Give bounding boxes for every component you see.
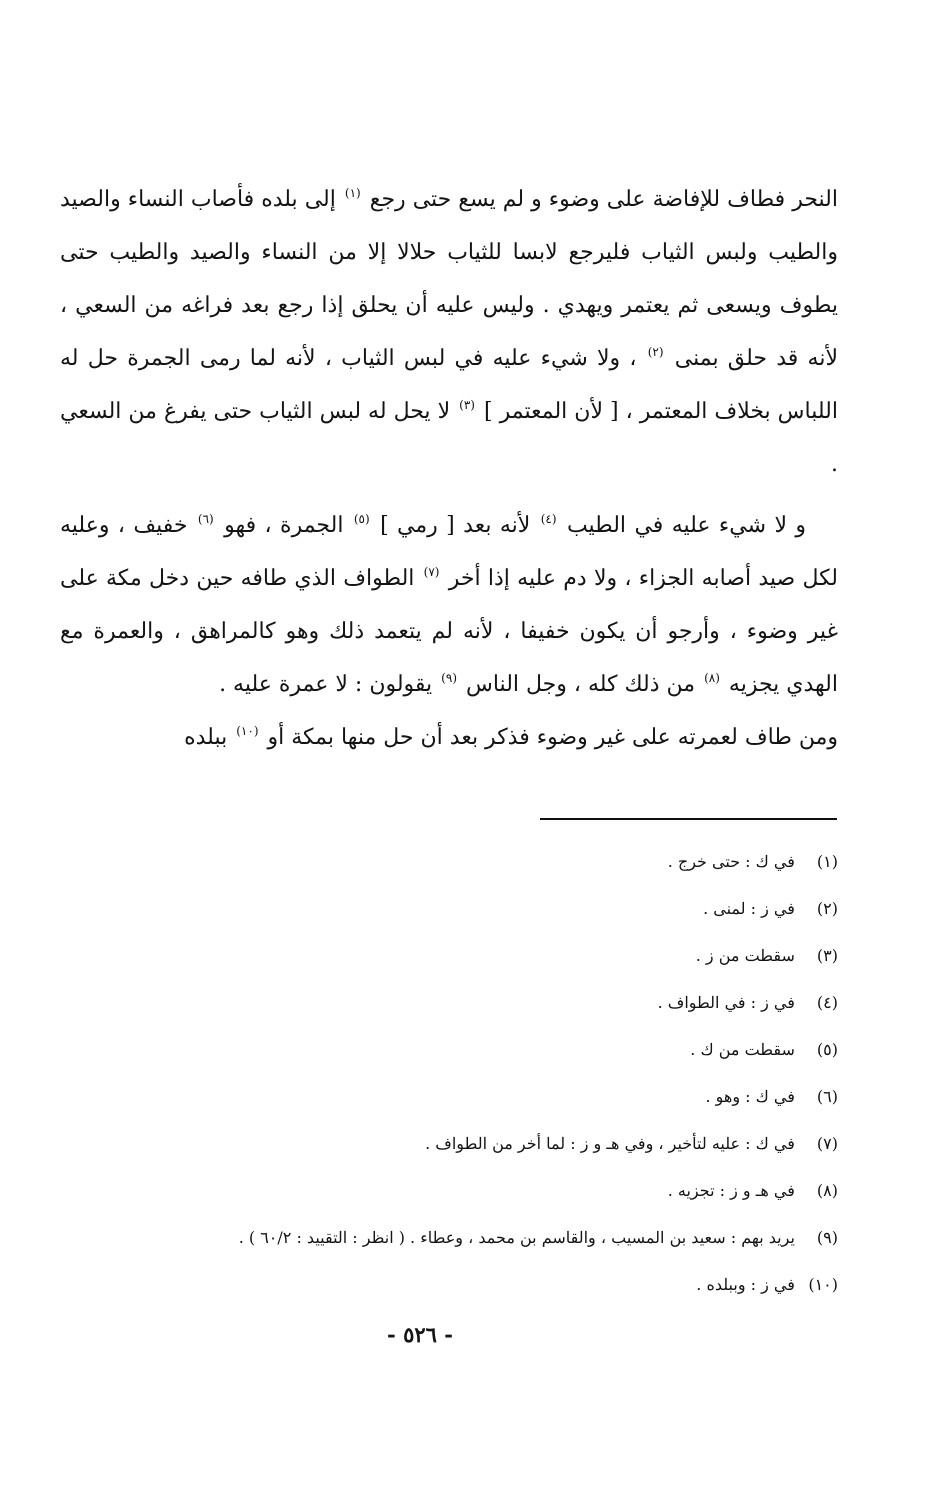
footnote-ref: (٣) — [459, 398, 475, 412]
paragraph — [60, 173, 838, 491]
footnote-number: (٢) — [816, 899, 838, 918]
text-run: إلى بلده فأصاب النساء والصيد والطيب ولبس الثياب فليرجع لابسا للثياب حلالا إلا من النساء والصيد والطيب حتى يطوف ويسعى ثم يعتمر ويهدي . وليس عليه أن يحلق إذا رجع بعد فراغه من السعي ، لأنه قد حلق بمنى — [60, 187, 838, 371]
footnote-ref: (١٠) — [236, 724, 259, 738]
text-run: خفيف ، وعليه لكل صيد أصابه الجزاء ، ولا دم عليه إذا أخر — [60, 513, 838, 591]
footnote-item — [70, 838, 838, 885]
footnote-text: في هـ و ز : تجزيه . — [667, 1181, 795, 1200]
text-run: ببلده — [184, 725, 235, 750]
footnote-number: (٥) — [816, 1040, 838, 1059]
footnote-ref: (٥) — [353, 512, 370, 526]
footnote-ref: (٢) — [647, 345, 664, 359]
footnote-item — [70, 932, 838, 979]
footnote-item — [70, 1261, 838, 1308]
footnote-text: في ز : في الطواف . — [657, 993, 795, 1012]
text-run: لأنه بعد [ رمي ] — [371, 513, 539, 538]
footnote-item — [70, 979, 838, 1026]
footnote-number: (٦) — [816, 1087, 838, 1106]
text-run: يقولون : لا عمرة عليه . — [219, 672, 440, 697]
footnote-number: (٩) — [816, 1228, 838, 1247]
footnote-item — [70, 885, 838, 932]
footnote-ref: (٨) — [704, 671, 720, 685]
footnote-item — [70, 1120, 838, 1167]
main-text — [60, 173, 838, 764]
footnotes-list — [70, 838, 838, 1308]
footnote-number: (١٠) — [808, 1275, 838, 1294]
footnote-number: (٤) — [816, 993, 838, 1012]
text-run: الطواف الذي طافه حين دخل مكة على غير وضوء ، وأرجو أن يكون خفيفا ، لأنه لم يتعمد ذلك وهو كالمراهق ، والعمرة مع الهدي يجزيه — [60, 566, 838, 697]
footnote-text: في ك : عليه لتأخير ، وفي هـ و ز : لما أخر من الطواف . — [425, 1134, 795, 1153]
footnote-number: (٣) — [816, 946, 838, 965]
footnote-text: في ك : حتى خرج . — [667, 852, 795, 871]
text-run: ، ولا شيء عليه في لبس الثياب ، لأنه لما رمى الجمرة حل له اللباس بخلاف المعتمر ، [ لأن المعتمر ] — [60, 346, 838, 424]
text-run: الجمرة ، فهو — [215, 513, 352, 538]
paragraph — [60, 499, 838, 711]
footnote-text: يريد بهم : سعيد بن المسيب ، والقاسم بن محمد ، وعطاء . ( انظر : التقييد : ٦٠/٢ ) . — [238, 1228, 795, 1247]
text-run: النحر فطاف للإفاضة على وضوء و لم يسع حتى رجع — [362, 187, 838, 212]
text-run: و لا شيء عليه في الطيب — [558, 513, 807, 538]
text-run: ومن طاف لعمرته على غير وضوء فذكر بعد أن حل منها بمكة أو — [260, 725, 838, 750]
footnote-item — [70, 1214, 838, 1261]
page-number: - ٥٢٦ - — [387, 1322, 453, 1347]
footnote-text: في ز : لمنى . — [703, 899, 795, 918]
footnote-text: في ك : وهو . — [705, 1087, 795, 1106]
footnote-ref: (٤) — [540, 512, 557, 526]
footnote-number: (٨) — [816, 1181, 838, 1200]
footnote-separator — [540, 818, 837, 820]
footnote-number: (١) — [816, 852, 838, 871]
footnote-text: سقطت من ك . — [690, 1040, 795, 1059]
footnote-item — [70, 1026, 838, 1073]
footnote-text: في ز : وببلده . — [696, 1275, 795, 1294]
footnote-item — [70, 1167, 838, 1214]
footnote-item — [70, 1073, 838, 1120]
text-run: من ذلك كله ، وجل الناس — [459, 672, 703, 697]
footnote-ref: (٦) — [197, 512, 214, 526]
footnote-ref: (١) — [344, 186, 361, 200]
footnote-ref: (٧) — [423, 565, 440, 579]
footnote-text: سقطت من ز . — [695, 946, 795, 965]
paragraph — [60, 711, 838, 764]
footnote-ref: (٩) — [441, 671, 457, 685]
footnote-number: (٧) — [816, 1134, 838, 1153]
text-run: لا يحل له لبس الثياب حتى يفرغ من السعي . — [60, 399, 838, 477]
